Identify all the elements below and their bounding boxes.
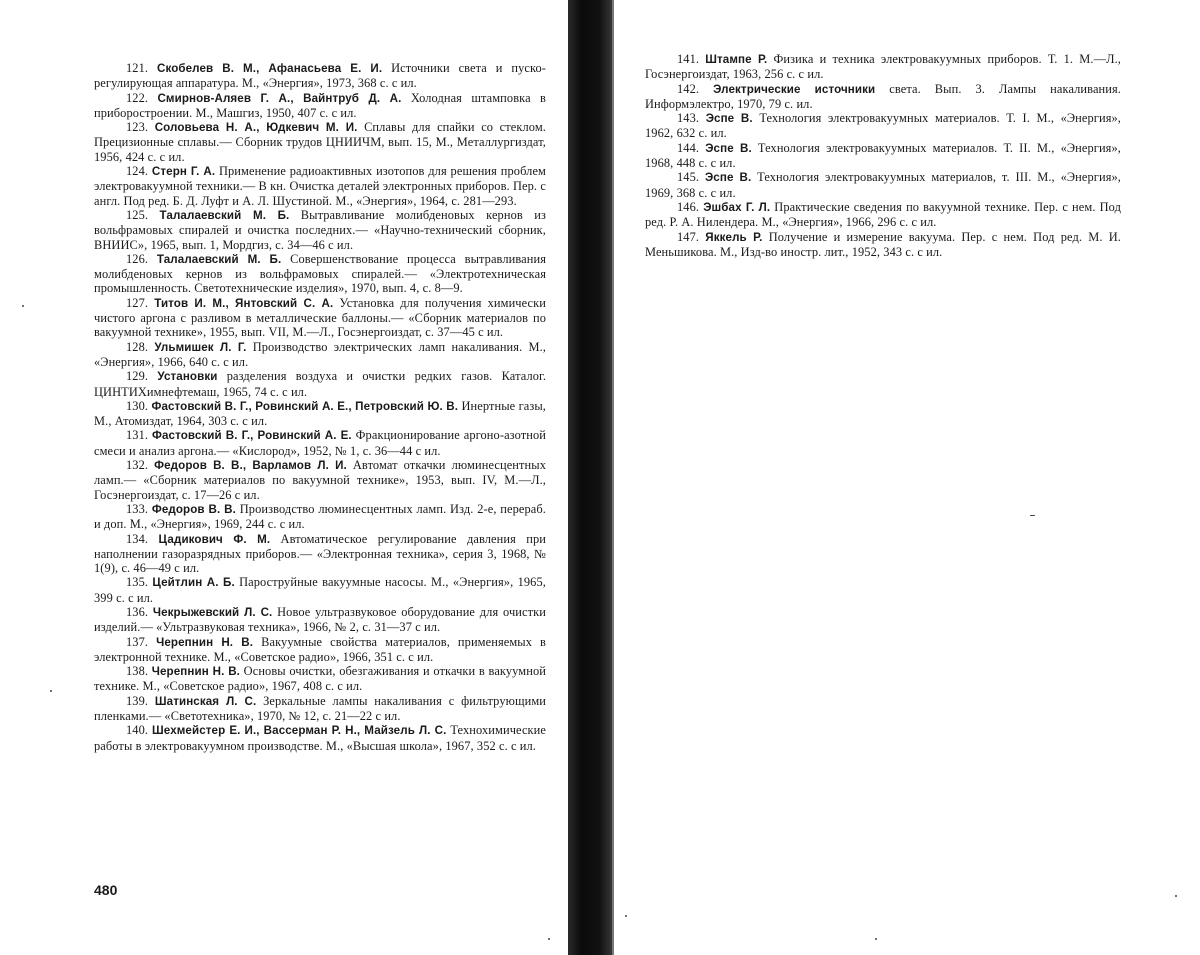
right-page [613, 0, 1200, 955]
entry-text: Физика и техника электровакуумных приборов. Т. 1. М.—Л., Госэнергоиздат, 1963, 256 с. с ил. [645, 52, 1121, 82]
entry-number: 127. [126, 295, 149, 310]
book-gutter [568, 0, 613, 955]
bibliography-entry [94, 635, 546, 665]
entry-number: 144. [677, 140, 700, 155]
bibliography-entry [94, 208, 546, 252]
scan-speck [50, 690, 52, 692]
bibliography-entry [94, 120, 546, 164]
entry-author: Шехмейстер Е. И., Вассерман Р. Н., Майзель Л. С. [152, 724, 447, 738]
entry-text: Технология электровакуумных материалов, т. III. М., «Энергия», 1969, 368 с. с ил. [645, 170, 1122, 200]
entry-author: Федоров В. В., Варламов Л. И. [154, 459, 347, 473]
bibliography-entry [94, 664, 546, 694]
entry-number: 137. [126, 634, 149, 649]
bibliography-entry [94, 164, 546, 208]
bibliography-entry [94, 61, 546, 91]
entry-text: Технология электровакуумных материалов. Т. II. М., «Энергия», 1968, 448 с. с ил. [645, 140, 1121, 171]
entry-author: Фастовский В. Г., Ровинский А. Е., Петровский Ю. В. [151, 399, 459, 413]
bibliography-entry [94, 340, 546, 370]
entry-number: 123. [126, 120, 149, 135]
entry-text: Сплавы для спайки со стеклом. Прецизионные сплавы.— Сборник трудов ЦНИИЧМ, вып. 15, М., Металлургиздат, 1956, 424 с. с ил. [94, 120, 546, 164]
entry-author: Смирнов-Аляев Г. А., Вайнтруб Д. А. [157, 91, 402, 105]
entry-text: Технология электровакуумных материалов. Т. I. М., «Энергия», 1962, 632 с. ил. [645, 111, 1122, 141]
entry-author: Титов И. М., Янтовский С. А. [154, 296, 334, 310]
entry-number: 142. [677, 81, 700, 96]
entry-author: Эшбах Г. Л. [703, 200, 771, 214]
entry-author: Федоров В. В. [151, 502, 236, 516]
entry-author: Штампе Р. [705, 53, 768, 66]
scan-speck [625, 915, 627, 917]
entry-author: Установки [157, 370, 218, 384]
bibliography-entry [94, 502, 546, 532]
entry-number: 130. [126, 398, 149, 413]
entry-number: 138. [126, 664, 149, 679]
bibliography-entry [94, 458, 546, 502]
entry-author: Соловьева Н. А., Юдкевич М. И. [154, 121, 358, 135]
bibliography-entry [94, 723, 546, 753]
entry-number: 125. [126, 207, 149, 222]
entry-author: Электрические источники [713, 82, 876, 96]
bibliography-entry [94, 694, 546, 724]
entry-text: Получение и измерение вакуума. Пер. с нем. Под ред. М. И. Меньшикова. М., Изд-во иностр. лит., 1952, 343 с. с ил. [645, 229, 1121, 259]
entry-author: Эспе В. [705, 112, 753, 126]
entry-number: 135. [126, 575, 149, 590]
entry-number: 134. [126, 531, 149, 546]
bibliography-entry [94, 575, 546, 605]
bibliography-entry [94, 605, 546, 635]
bibliography-entry [645, 141, 1121, 171]
entry-author: Фастовский В. Г., Ровинский А. Е. [152, 429, 352, 443]
entry-number: 139. [126, 693, 149, 708]
bibliography-entry [94, 369, 546, 399]
entry-text: Производство люминесцентных ламп. Изд. 2-е, перераб. и доп. М., «Энергия», 1969, 244 с. с ил. [94, 501, 547, 532]
scan-speck [1030, 515, 1035, 516]
entry-text: Вакуумные свойства материалов, применяемых в электронной технике. М., «Советское радио», 1966, 351 с. с ил. [94, 634, 546, 664]
bibliography-entry [94, 252, 546, 296]
scan-speck [1175, 895, 1177, 897]
entry-number: 141. [677, 52, 700, 66]
bibliography-entry [94, 399, 546, 429]
entry-author: Цейтлин А. Б. [152, 576, 235, 590]
scan-speck [875, 938, 877, 940]
entry-author: Шатинская Л. С. [154, 694, 257, 708]
page-number: 480 [94, 882, 118, 898]
entry-number: 131. [126, 428, 149, 443]
entry-text: Применение радиоактивных изотопов для решения проблем электровакуумной техники.— В кн. Очистка деталей электронных приборов. Пер. с англ. Под ред. Б. Д. Луфт и А. Л. Шустиной. М., «Энергия», 1964, с. 281—293. [94, 164, 546, 208]
scan-speck [22, 305, 24, 307]
entry-number: 126. [126, 251, 149, 266]
entry-author: Ульмишек Л. Г. [154, 340, 247, 354]
bibliography-entry [94, 532, 546, 576]
entry-number: 145. [677, 170, 700, 185]
bibliography-entry [645, 111, 1121, 141]
entry-author: Черепнин Н. В. [156, 635, 254, 649]
entry-author: Чекрыжевский Л. С. [152, 605, 273, 619]
entry-text: Пароструйные вакуумные насосы. М., «Энергия», 1965, 399 с. с ил. [94, 575, 546, 605]
entry-author: Талалаевский М. Б. [156, 252, 282, 266]
entry-text: Технохимические работы в электровакуумном производстве. М., «Высшая школа», 1967, 352 с. с ил. [94, 723, 546, 753]
entry-text: Практические сведения по вакуумной технике. Пер. с нем. Под ред. Р. А. Нилендера. М., «Энергия», 1966, 296 с. с ил. [645, 199, 1121, 230]
entry-number: 140. [126, 723, 149, 738]
bibliography-entry [94, 91, 546, 121]
entry-text: Фракционирование аргоно-азотной смеси и анализ аргона.— «Кислород», 1952, № 1, с. 36—44 с ил. [94, 428, 546, 458]
entry-number: 124. [126, 164, 149, 179]
entry-text: Установка для получения химически чистого аргона с разливом в металлические баллоны.— «Сборник материалов по вакуумной технике», 1955, вып. VII, М.—Л., Госэнергоиздат, с. 37—45 с ил. [94, 295, 546, 340]
left-page [0, 0, 568, 955]
entry-number: 136. [126, 604, 149, 619]
bibliography-list-right [645, 52, 1121, 259]
entry-number: 128. [126, 339, 149, 354]
bibliography-entry [645, 82, 1121, 112]
bibliography-entry [645, 230, 1121, 260]
bibliography-entry [645, 200, 1121, 230]
scan-speck [548, 938, 550, 940]
entry-number: 133. [126, 501, 149, 516]
entry-text: Инертные газы, М., Атомиздат, 1964, 303 с. с ил. [94, 398, 546, 429]
entry-text: Зеркальные лампы накаливания с фильтрующими пленками.— «Светотехника», 1970, № 12, с. 21—22 с ил. [94, 693, 547, 724]
entry-number: 143. [677, 111, 700, 126]
bibliography-entry [645, 170, 1121, 200]
entry-author: Скобелев В. М., Афанасьева Е. И. [156, 62, 383, 75]
entry-author: Яккель Р. [705, 230, 763, 244]
entry-number: 146. [677, 199, 700, 214]
entry-number: 121. [126, 61, 149, 75]
entry-author: Цадикович Ф. М. [158, 532, 271, 546]
entry-text: Холодная штамповка в приборостроении. М., Машгиз, 1950, 407 с. с ил. [94, 90, 546, 120]
bibliography-list-left [94, 61, 546, 753]
entry-text: Основы очистки, обезгаживания и откачки в вакуумной технике. М., «Советское радио», 1967, 408 с. с ил. [94, 664, 547, 694]
entry-number: 147. [677, 229, 700, 244]
entry-number: 122. [126, 90, 149, 105]
entry-author: Талалаевский М. Б. [159, 208, 290, 222]
entry-author: Эспе В. [704, 171, 752, 185]
entry-text: света. Вып. 3. Лампы накаливания. Информэлектро, 1970, 79 с. ил. [645, 81, 1122, 111]
entry-text: Вытравливание молибденовых кернов из вольфрамовых спиралей и очистка последних.— «Научно-технический сборник, ВНИИС», 1965, вып. 1, Мордгиз, с. 34—46 с ил. [94, 207, 546, 252]
entry-author: Черепнин Н. В. [151, 665, 240, 679]
entry-text: Производство электрических ламп накаливания. М., «Энергия», 1966, 640 с. с ил. [94, 339, 547, 369]
entry-number: 129. [126, 369, 149, 384]
bibliography-entry [645, 52, 1121, 82]
entry-text: Источники света и пуско-регулирующая аппаратура. М., «Энергия», 1973, 368 с. с ил. [94, 61, 547, 91]
entry-author: Стерн Г. А. [151, 165, 216, 179]
bibliography-entry [94, 428, 546, 458]
entry-author: Эспе В. [705, 141, 752, 155]
entry-text: Автомат откачки люминесцентных ламп.— «Сборник материалов по вакуумной технике», 1953, вып. IV, М.—Л., Госэнергоиздат, с. 17—26 с ил. [94, 458, 546, 502]
entry-text: Автоматическое регулирование давления при наполнении газоразрядных приборов.— «Электронная техника», серия 3, 1968, № 1(9), с. 46—49 с ил. [94, 531, 546, 576]
entry-number: 132. [126, 458, 149, 473]
entry-text: Новое ультразвуковое оборудование для очистки изделий.— «Ультразвуковая техника», 1966, № 2, с. 31—37 с ил. [94, 604, 546, 635]
bibliography-entry [94, 296, 546, 340]
entry-text: разделения воздуха и очистки редких газов. Каталог. ЦИНТИХимнефтемаш, 1965, 74 с. с ил. [94, 369, 547, 399]
entry-text: Совершенствование процесса вытравливания молибденовых кернов из вольфрамовых спиралей.— «Электротехническая промышленность. Светотехнические изделия», 1970, вып. 4, с. 8—9. [94, 251, 547, 296]
